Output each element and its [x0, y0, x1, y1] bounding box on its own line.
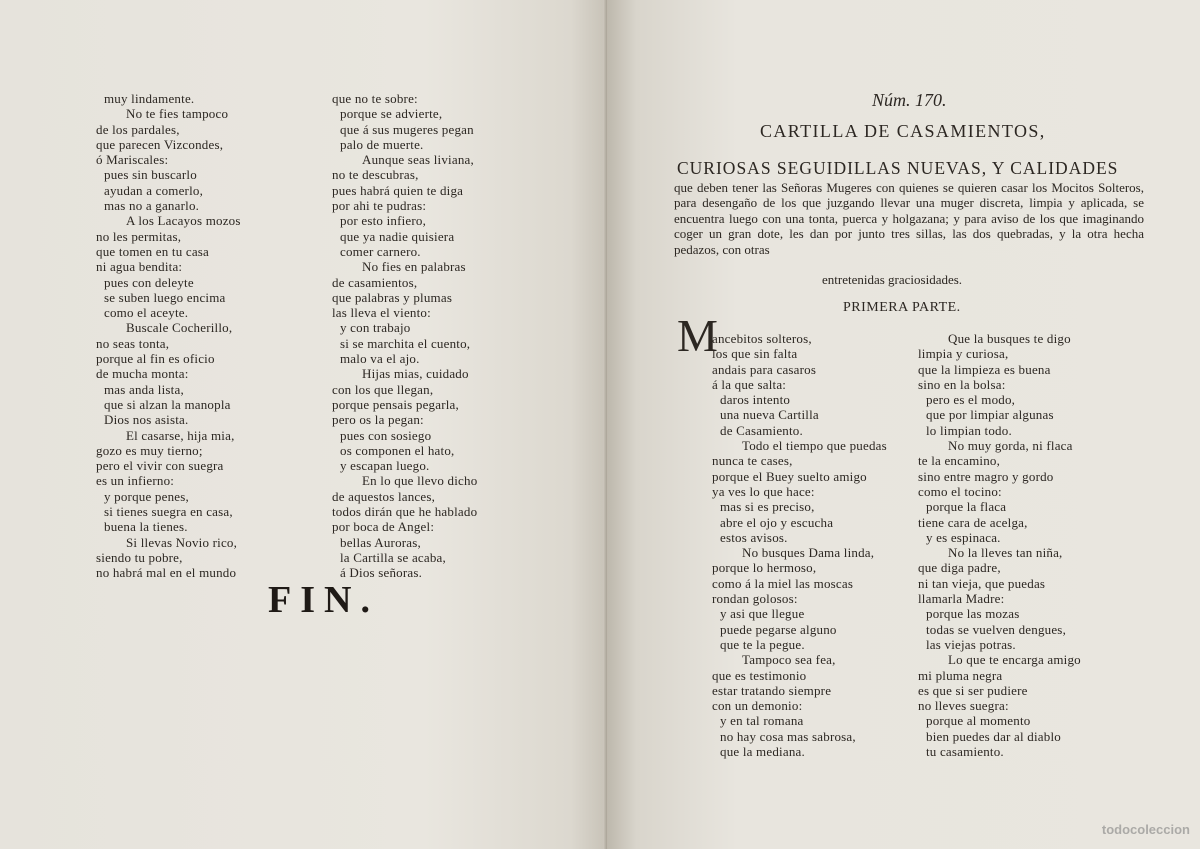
verse-line: tu casamiento. — [926, 744, 1004, 760]
verse-line: Todo el tiempo que puedas — [742, 438, 887, 454]
verse-line: El casarse, hija mia, — [126, 427, 235, 443]
page-number: Núm. 170. — [872, 90, 947, 110]
verse-line: No la lleves tan niña, — [948, 545, 1063, 561]
verse-line: sino entre magro y gordo — [918, 468, 1054, 484]
verse-line: mas si es preciso, — [720, 499, 815, 515]
verse-line: os componen el hato, — [340, 442, 455, 458]
verse-line: ya ves lo que hace: — [712, 483, 815, 499]
verse-line: muy lindamente. — [104, 91, 195, 106]
verse-line: bien puedes dar al diablo — [926, 728, 1061, 744]
part-heading: PRIMERA PARTE. — [843, 300, 961, 315]
verse-line: que la mediana. — [720, 744, 805, 760]
verse-line: Que la busques te digo — [948, 331, 1071, 346]
verse-line: como el tocino: — [918, 483, 1002, 499]
verse-line: y escapan luego. — [340, 458, 430, 474]
verse-line: por ahi te pudras: — [332, 198, 427, 214]
verse-line: ó Mariscales: — [96, 152, 169, 168]
verse-line: gozo es muy tierno; — [96, 442, 203, 458]
verse-line: que á sus mugeres pegan — [340, 121, 474, 137]
verse-line: bellas Auroras, — [340, 534, 421, 550]
verse-line: Buscale Cocherillo, — [126, 320, 233, 336]
verse-line: comer carnero. — [340, 243, 421, 259]
verse-line: pero es el modo, — [926, 392, 1016, 408]
verse-line: una nueva Cartilla — [720, 407, 819, 423]
verse-line: que ya nadie quisiera — [340, 228, 455, 244]
verse-line: A los Lacayos mozos — [126, 213, 241, 229]
verse-line: no seas tonta, — [96, 335, 170, 351]
verse-line: como el aceyte. — [104, 305, 189, 321]
watermark: todocoleccion — [1101, 822, 1190, 837]
right-column-2 — [918, 331, 1081, 759]
verse-line: ancebitos solteros, — [712, 331, 812, 346]
verse-line: mas anda lista, — [104, 381, 184, 397]
verse-line: que palabras y plumas — [332, 289, 453, 305]
verse-line: de mucha monta: — [96, 366, 189, 382]
left-column-2 — [332, 91, 477, 581]
verse-line: No fies en palabras — [362, 259, 466, 275]
verse-line: malo va el ajo. — [340, 351, 420, 367]
verse-line: por boca de Angel: — [332, 519, 435, 535]
verse-line: es un infierno: — [96, 473, 175, 489]
verse-line: abre el ojo y escucha — [720, 514, 834, 530]
verse-line: rondan golosos: — [712, 591, 798, 607]
verse-line: tiene cara de acelga, — [918, 514, 1028, 530]
verse-line: andais para casaros — [712, 361, 817, 377]
verse-line: sino en la bolsa: — [918, 376, 1006, 392]
verse-line: pues con deleyte — [104, 274, 194, 290]
left-column-1 — [96, 91, 241, 581]
verse-line: porque lo hermoso, — [712, 560, 817, 576]
verse-line: mi pluma negra — [918, 667, 1003, 683]
verse-line: de casamientos, — [332, 274, 418, 290]
verse-line: lo limpian todo. — [926, 422, 1012, 438]
verse-line: y en tal romana — [720, 713, 804, 729]
verse-line: á Dios señoras. — [340, 565, 423, 581]
verse-line: te la encamino, — [918, 453, 1001, 469]
verse-line: todos dirán que he hablado — [332, 504, 478, 520]
verse-line: y es espinaca. — [926, 529, 1001, 545]
verse-line: siendo tu pobre, — [96, 549, 183, 565]
verse-line: como á la miel las moscas — [712, 575, 854, 591]
verse-line: Lo que te encarga amigo — [948, 652, 1081, 668]
document-title: CARTILLA DE CASAMIENTOS, — [760, 121, 1046, 141]
verse-line: pues con sosiego — [340, 427, 432, 443]
verse-line: que te la pegue. — [720, 636, 805, 652]
verse-line: de Casamiento. — [720, 422, 803, 438]
verse-line: Aunque seas liviana, — [362, 152, 474, 168]
verse-line: es que si ser pudiere — [918, 682, 1028, 698]
drop-cap: M — [677, 310, 718, 361]
verse-line: Dios nos asista. — [104, 412, 189, 428]
document-description: que deben tener las Señoras Mugeres con quienes se quieren casar los Mocitos Solteros, para desengaño de los que juzgando llevar una muger discreta, limpia y aplicada, se encuentra luego con una tonta, puerca y holgazana; y para aviso de los que imaginando coger un gran dote, les dan por junto tres sillas, las dos quebradas, y la otra hecha pedazos, con otras — [674, 180, 1144, 257]
right-column-1 — [712, 331, 887, 759]
verse-line: las lleva el viento: — [332, 305, 431, 321]
verse-line: si se marchita el cuento, — [340, 335, 471, 351]
verse-line: buena la tienes. — [104, 519, 188, 535]
verse-line: las viejas potras. — [926, 636, 1016, 652]
verse-line: con los que llegan, — [332, 381, 434, 397]
verse-line: que parecen Vizcondes, — [96, 136, 224, 152]
verse-line: por esto infiero, — [340, 213, 427, 229]
verse-line: pues sin buscarlo — [104, 167, 197, 183]
verse-line: que la limpieza es buena — [918, 361, 1051, 377]
verse-line: no te descubras, — [332, 167, 419, 183]
verse-line: No muy gorda, ni flaca — [948, 438, 1073, 454]
verse-line: que es testimonio — [712, 667, 807, 683]
verse-line: estos avisos. — [720, 529, 788, 545]
verse-line: palo de muerte. — [340, 136, 424, 152]
verse-line: Tampoco sea fea, — [742, 652, 836, 668]
verse-line: pues habrá quien te diga — [332, 182, 464, 198]
verse-line: pero el vivir con suegra — [96, 458, 224, 474]
verse-line: limpia y curiosa, — [918, 346, 1009, 362]
verse-line: que no te sobre: — [332, 91, 418, 106]
verse-line: porque pensais pegarla, — [332, 396, 459, 412]
verse-line: no habrá mal en el mundo — [96, 565, 237, 581]
verse-line: estar tratando siempre — [712, 682, 832, 698]
verse-line: porque se advierte, — [340, 106, 443, 122]
verse-line: Si llevas Novio rico, — [126, 534, 238, 550]
verse-line: mas no a ganarlo. — [104, 198, 200, 214]
document-subtitle-heading: CURIOSAS SEGUIDILLAS NUEVAS, Y CALIDADES — [677, 158, 1119, 178]
verse-line: la Cartilla se acaba, — [340, 549, 446, 565]
verse-line: llamarla Madre: — [918, 591, 1005, 607]
verse-line: puede pegarse alguno — [720, 621, 837, 637]
verse-line: No te fies tampoco — [126, 106, 229, 122]
verse-line: no les permitas, — [96, 228, 182, 244]
verse-line: nunca te cases, — [712, 453, 793, 469]
verse-line: y porque penes, — [104, 488, 189, 504]
verse-line: y con trabajo — [340, 320, 411, 336]
verse-line: de aquestos lances, — [332, 488, 436, 504]
verse-line: No busques Dama linda, — [742, 545, 875, 561]
document-description-end: entretenidas graciosidades. — [822, 272, 963, 287]
verse-line: de los pardales, — [96, 121, 180, 137]
verse-line: ayudan a comerlo, — [104, 182, 204, 198]
verse-line: que si alzan la manopla — [104, 396, 231, 412]
verse-line: los que sin falta — [712, 346, 798, 362]
verse-line: á la que salta: — [712, 376, 787, 392]
verse-line: porque las mozas — [926, 606, 1020, 622]
verse-line: si tienes suegra en casa, — [104, 504, 233, 520]
verse-line: se suben luego encima — [104, 289, 226, 305]
verse-line: ni agua bendita: — [96, 259, 183, 275]
verse-line: porque la flaca — [926, 499, 1007, 515]
verse-line: porque al momento — [926, 713, 1031, 729]
verse-line: daros intento — [720, 392, 791, 408]
verse-line: porque el Buey suelto amigo — [712, 468, 867, 484]
verse-line: Hijas mias, cuidado — [362, 366, 469, 382]
verse-line: con un demonio: — [712, 698, 803, 714]
verse-line: pero os la pegan: — [332, 412, 424, 428]
verse-line: que tomen en tu casa — [96, 243, 210, 259]
verse-line: no lleves suegra: — [918, 698, 1009, 714]
verse-line: que por limpiar algunas — [926, 407, 1054, 423]
verse-line: no hay cosa mas sabrosa, — [720, 728, 856, 744]
verse-line: ni tan vieja, que puedas — [918, 575, 1046, 591]
verse-line: porque al fin es oficio — [96, 351, 215, 367]
verse-line: que diga padre, — [918, 560, 1001, 576]
fin-mark: FIN. — [268, 579, 379, 621]
verse-line: En lo que llevo dicho — [362, 473, 478, 489]
verse-line: todas se vuelven dengues, — [926, 621, 1067, 637]
verse-line: y asi que llegue — [720, 606, 805, 622]
